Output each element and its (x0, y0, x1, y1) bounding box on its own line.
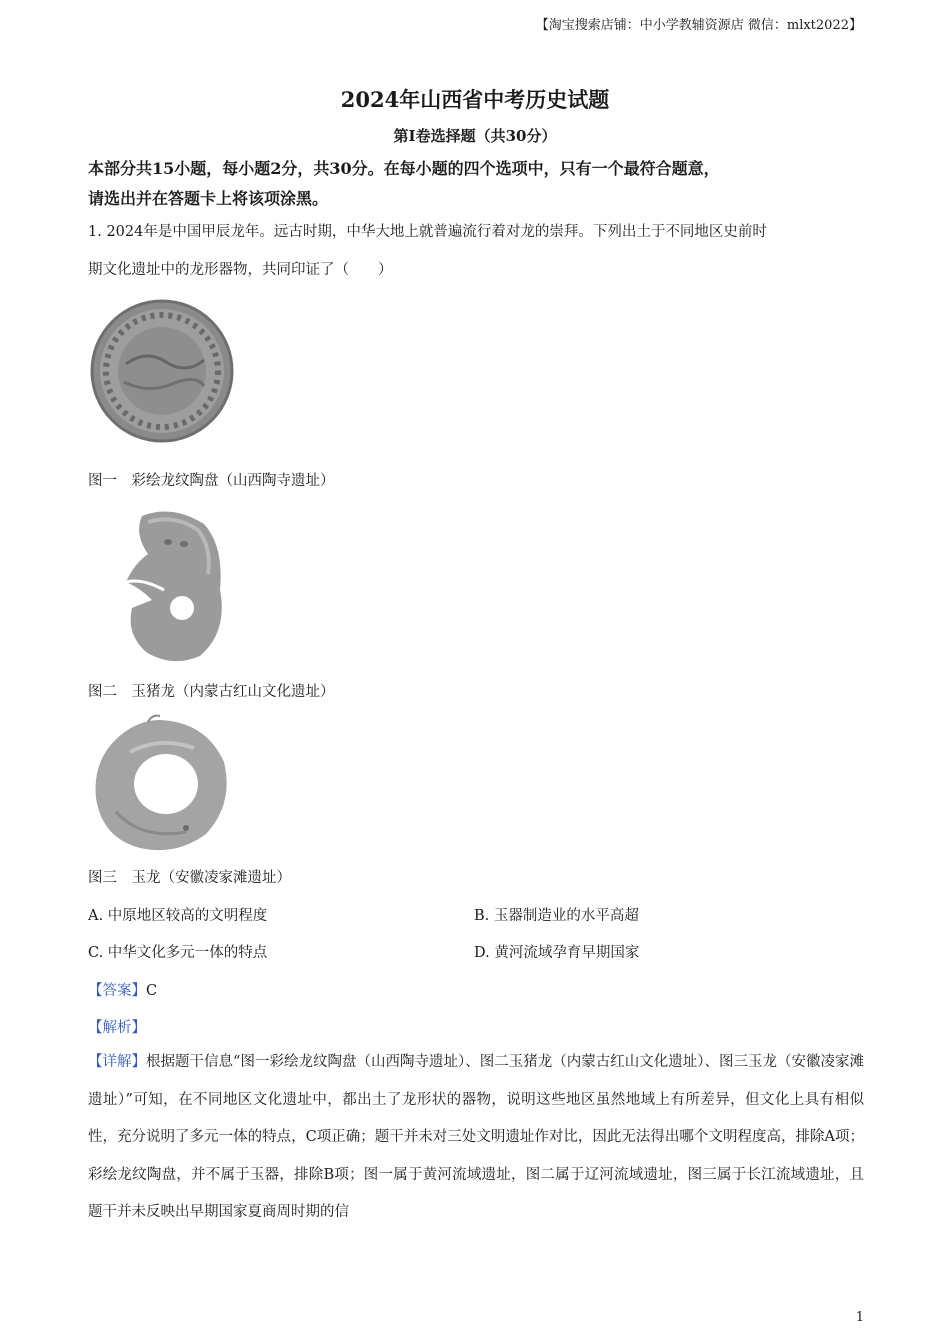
page-number: 1 (855, 1310, 864, 1325)
instructions-line-1: 本部分共15小题，每小题2分，共30分。在每小题的四个选项中，只有一个最符合题意， (88, 159, 720, 178)
figure-3-caption: 图三 玉龙（安徽凌家滩遗址） (88, 870, 291, 886)
figure-1-caption: 图一 彩绘龙纹陶盘（山西陶寺遗址） (88, 473, 335, 489)
painted-dragon-plate-image (86, 294, 238, 446)
header-note: 【淘宝搜索店铺：中小学教辅资源店 微信：mlxt2022】 (535, 18, 862, 33)
answer-tag: 【答案】 (88, 983, 146, 999)
page-title: 2024年山西省中考历史试题 (340, 87, 610, 112)
answer-value: C (146, 983, 158, 999)
option-d[interactable]: D. 黄河流域孕育早期国家 (474, 945, 640, 961)
detail-text: 根据题干信息“图一彩绘龙纹陶盘（山西陶寺遗址）、图二玉猪龙（内蒙古红山文化遗址）、图三玉龙（安徽凌家滩遗址）”可知，在不同地区文化遗址中，都出土了龙形状的器物，说明这些地区虽然地域上有所差异，但文化上具有相似性，充分说明了多元一体的特点，C项正确；题干并未对三处文明遗址作对比，因此无法得出哪个文明程度高，排除A项；彩绘龙纹陶盘，并不属于玉器，排除B项；图一属于黄河流域遗址，图二属于辽河流域遗址，图三属于长江流域遗址，且题干并未反映出早期国家夏商周时期的信 (88, 1054, 864, 1220)
instructions-line-2: 请选出并在答题卡上将该项涂黑。 (88, 189, 329, 208)
option-a[interactable]: A. 中原地区较高的文明程度 (88, 908, 268, 924)
jade-pig-dragon-image (112, 504, 232, 666)
figure-2-caption: 图二 玉猪龙（内蒙古红山文化遗址） (88, 684, 335, 700)
detail-tag: 【详解】 (88, 1054, 147, 1070)
detail-paragraph (88, 1044, 864, 1232)
answer-line (88, 979, 157, 1000)
analysis-tag: 【解析】 (88, 1020, 146, 1036)
section-title: 第I卷选择题（共30分） (393, 127, 557, 145)
question-stem-line-1: 1. 2024年是中国甲辰龙年。远古时期，中华大地上就普遍流行着对龙的崇拜。下列出土于不同地区史前时 (88, 224, 767, 240)
option-c[interactable]: C. 中华文化多元一体的特点 (88, 945, 268, 961)
option-b[interactable]: B. 玉器制造业的水平高超 (474, 908, 639, 924)
jade-dragon-ring-image (86, 712, 236, 858)
question-stem-line-2: 期文化遗址中的龙形器物，共同印证了（ ） (88, 262, 393, 278)
